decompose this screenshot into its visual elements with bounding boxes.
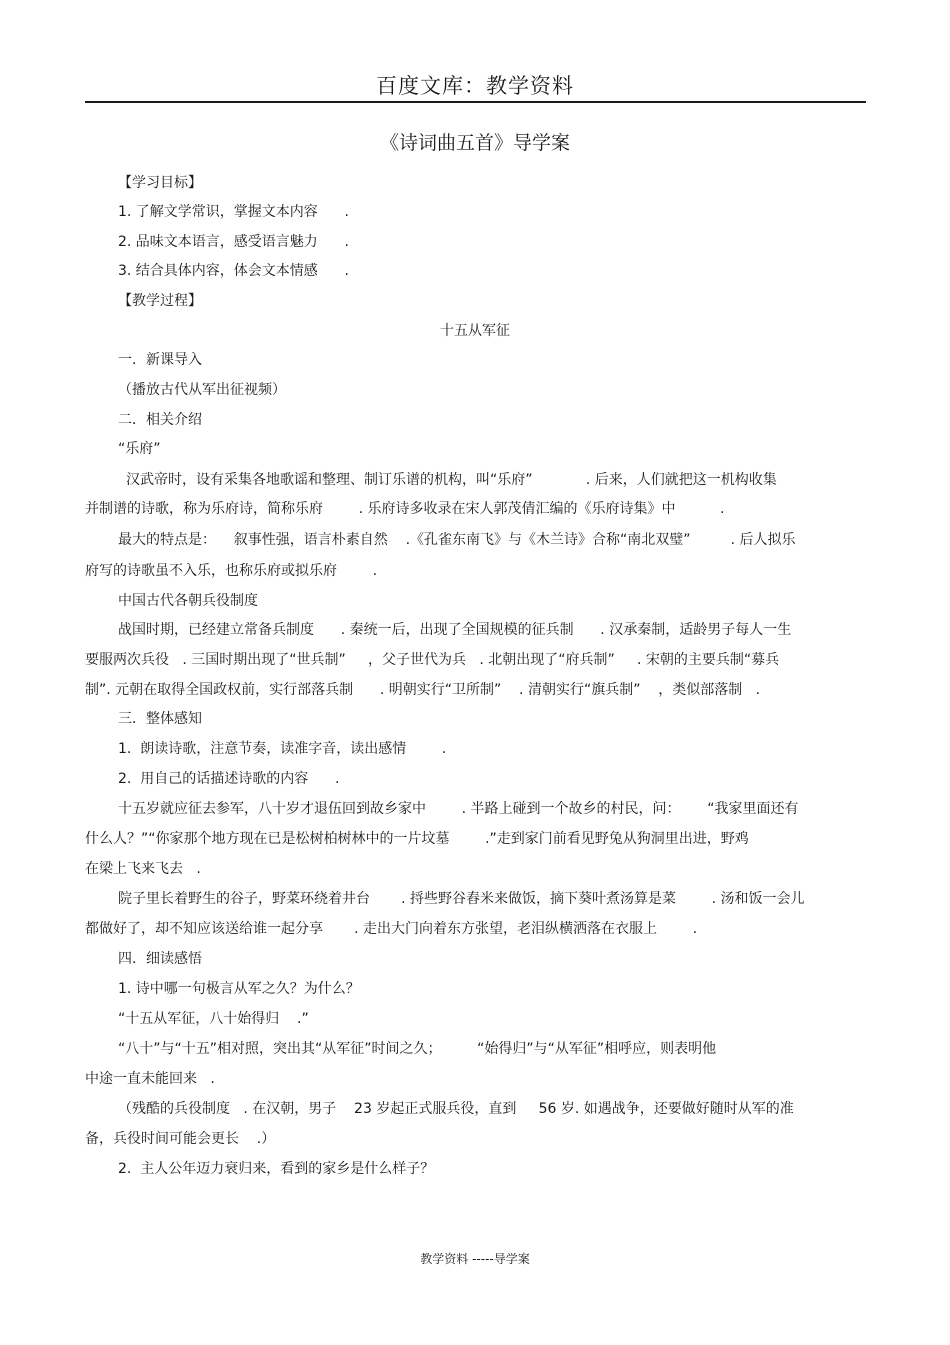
header-divider [85,101,866,103]
paragraph-line: 院子里长着野生的谷子，野菜环绕着井台 . 捋些野谷舂米来做饭，摘下葵叶煮汤算是菜 . 汤和饭一会儿 [118,891,805,907]
paragraph-line: 制”. 元朝在取得全国政权前，实行部落兵制 . 明朝实行“卫所制” . 清朝实行“旗兵制” ，类似部落制 . [85,682,761,698]
paragraph-line: 在梁上飞来飞去 . [85,861,201,877]
subheading: 中国古代各朝兵役制度 [118,593,258,609]
document-title: 《诗词曲五首》导学案 [379,132,570,154]
section-heading: 二．相关介绍 [118,412,202,428]
question-item: 1. 诗中哪一句极言从军之久？为什么？ [118,981,360,997]
paragraph-line: 什么人？”“你家那个地方现在已是松树柏树林中的一片坟墓 .”走到家门前看见野兔从狗洞里出进，野鸡 [85,831,749,847]
page-footer: 教学资料 -----导学案 [420,1252,530,1266]
paragraph-line: 要服两次兵役 . 三国时期出现了“世兵制” ，父子世代为兵 . 北朝出现了“府兵制” . 宋朝的主要兵制“募兵 [85,652,780,668]
quote-line: “十五从军征，八十始得归 .” [118,1011,309,1027]
paragraph-line: 十五岁就应征去参军，八十岁才退伍回到故乡家中 . 半路上碰到一个故乡的村民，问： “我家里面还有 [118,801,799,817]
section-heading-process: 【教学过程】 [118,293,202,309]
paragraph-line: 战国时期，已经建立常备兵制度 . 秦统一后，出现了全国规模的征兵制 . 汉承秦制，适龄男子每人一生 [118,622,792,638]
subheading: “乐府” [118,441,161,457]
section-heading: 三．整体感知 [118,711,202,727]
section-heading: 四．细读感悟 [118,951,202,967]
objective-item: 3. 结合具体内容，体会文本情感 . [118,263,349,279]
paragraph-line: 汉武帝时，设有采集各地歌谣和整理、制订乐谱的机构，叫“乐府” . 后来，人们就把这一机构收集 [126,472,777,488]
paragraph-line: 最大的特点是： 叙事性强，语言朴素自然 .《孔雀东南飞》与《木兰诗》合称“南北双璧” . 后人拟乐 [118,532,796,548]
page-header-title: 百度文库：教学资料 [376,74,574,98]
task-item: 2. 用自己的话描述诗歌的内容 . [118,771,340,787]
task-item: 1. 朗读诗歌，注意节奏，读准字音，读出感情 . [118,741,447,757]
objective-item: 1. 了解文学常识，掌握文本内容 . [118,204,349,220]
paragraph-line: 府写的诗歌虽不入乐，也称乐府或拟乐府 . [85,563,378,579]
paragraph-line: “八十”与“十五”相对照，突出其“从军征”时间之久； “始得归”与“从军征”相呼应，则表明他 [118,1041,717,1057]
section-heading-objectives: 【学习目标】 [118,175,202,191]
paragraph-line: 并制谱的诗歌，称为乐府诗，简称乐府 . 乐府诗多收录在宋人郭茂倩汇编的《乐府诗集》中 . [85,501,725,517]
objective-item: 2. 品味文本语言，感受语言魅力 . [118,234,349,250]
paragraph-line: 中途一直未能回来 . [85,1071,215,1087]
poem-title: 十五从军征 [440,323,510,339]
section-heading: 一．新课导入 [118,352,202,368]
paragraph-line: （残酷的兵役制度 . 在汉朝，男子 23 岁起正式服兵役，直到 56 岁. 如遇战争，还要做好随时从军的准 [118,1101,794,1117]
question-item: 2. 主人公年迈力衰归来，看到的家乡是什么样子？ [118,1161,435,1177]
paragraph-line: 备，兵役时间可能会更长 .） [85,1131,276,1147]
paragraph-line: 都做好了，却不知应该送给谁一起分享 . 走出大门向着东方张望，老泪纵横洒落在衣服上 . [85,921,698,937]
paragraph-line: （播放古代从军出征视频） [118,382,286,398]
